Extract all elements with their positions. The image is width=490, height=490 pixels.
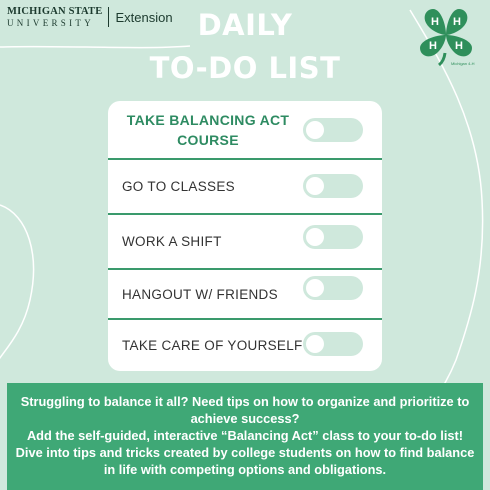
todo-toggle[interactable] (303, 118, 363, 142)
todo-item (108, 101, 382, 158)
promo-paragraph-1: Struggling to balance it all? Need tips on how to organize and prioritize to achieve success? (20, 394, 470, 426)
todo-item (108, 215, 382, 268)
todo-toggle[interactable] (303, 332, 363, 356)
clover-letter: H (431, 16, 439, 28)
promo-banner (7, 383, 483, 490)
todo-toggle[interactable] (303, 174, 363, 198)
four-h-clover-logo (415, 5, 477, 67)
promo-paragraph-2: Add the self-guided, interactive “Balancing Act” class to your to-do list! Dive into tips and tricks created by college students on how to find balance in life with competing options and obligations. (15, 428, 475, 477)
todo-toggle[interactable] (303, 225, 363, 249)
title-line-2: TO-DO LIST (149, 51, 341, 85)
university-line-1: MICHIGAN STATE (7, 6, 103, 17)
clover-letter: H (429, 40, 437, 52)
todo-item-label: TAKE CARE OF YOURSELF (122, 338, 303, 353)
toggle-knob (306, 121, 324, 139)
todo-toggle[interactable] (303, 276, 363, 300)
toggle-knob (306, 279, 324, 297)
todo-item (108, 270, 382, 318)
clover-caption: Michigan 4-H (451, 61, 475, 66)
toggle-knob (306, 177, 324, 195)
todo-item-label: TAKE BALANCING ACT COURSE (126, 111, 290, 148)
toggle-knob (306, 335, 324, 353)
toggle-knob (306, 228, 324, 246)
todo-item-label: HANGOUT W/ FRIENDS (122, 286, 278, 302)
todo-item (108, 320, 382, 371)
todo-item-label: WORK A SHIFT (122, 234, 222, 249)
university-line-2: UNIVERSITY (7, 17, 94, 28)
todo-item-label: GO TO CLASSES (122, 179, 235, 194)
extension-label: Extension (115, 9, 173, 25)
todo-card (108, 101, 382, 371)
title-line-1: DAILY (197, 8, 293, 42)
clover-letter: H (453, 16, 461, 28)
todo-item (108, 160, 382, 213)
clover-letter: H (455, 40, 463, 52)
